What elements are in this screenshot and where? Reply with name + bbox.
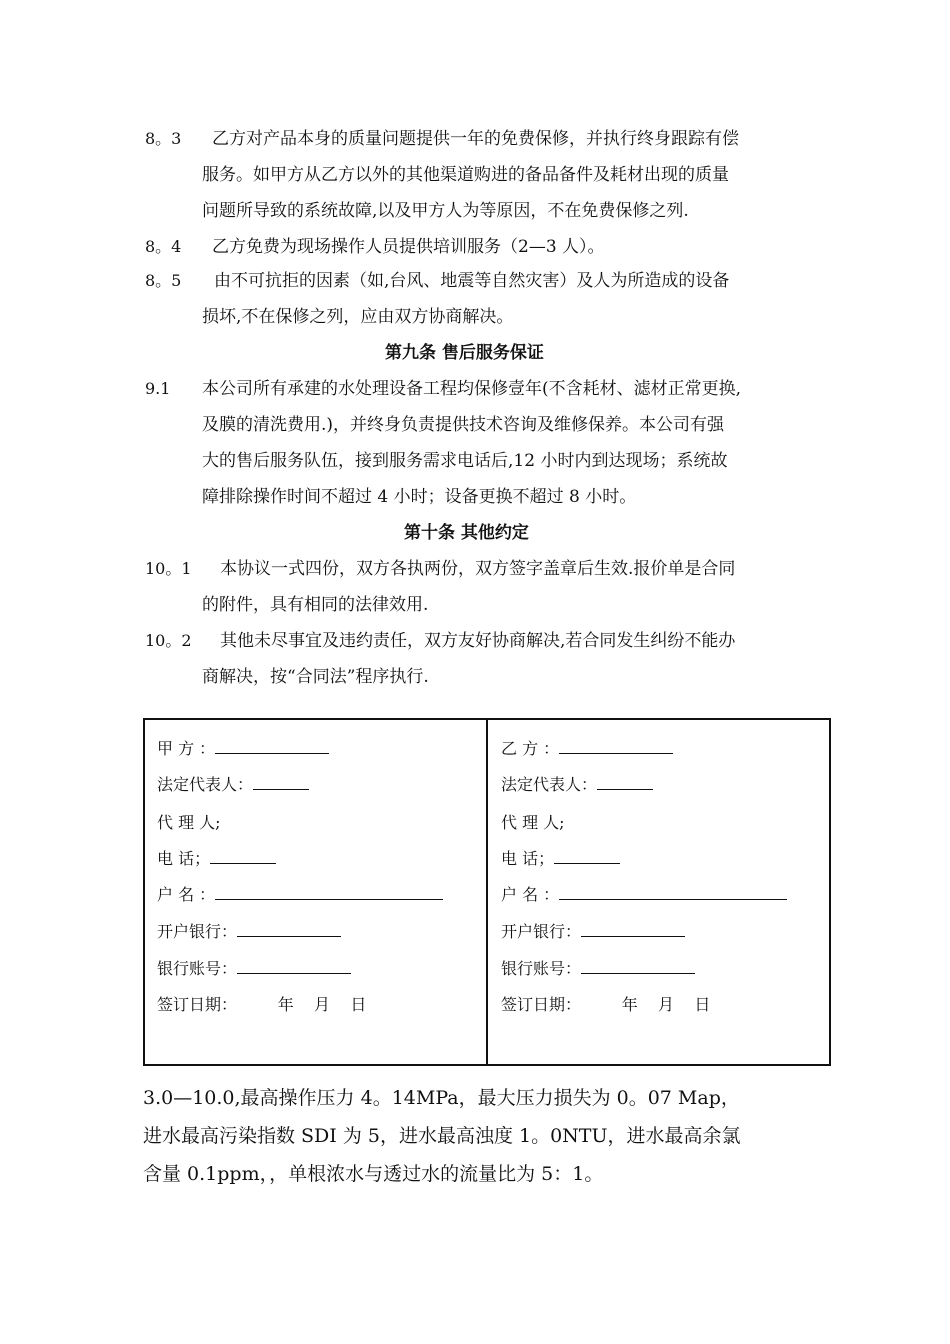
clause-9-1-line-1: 本公司所有承建的水处理设备工程均保修壹年(不含耗材、滤材正常更换, [202, 379, 742, 399]
overflow-line-3: 含量 0.1ppm，，单根浓水与透过水的流量比为 5：1。 [143, 1163, 604, 1185]
party-b-label: 乙 方 ： [501, 738, 673, 760]
party-a-date: 签订日期： 年 月 日 [157, 995, 367, 1014]
clause-10-2-line-2: 商解决，按“合同法”程序执行. [202, 667, 429, 687]
clause-8-5-number: 8。5 [145, 271, 182, 290]
article-9-heading: 第九条 售后服务保证 [385, 343, 544, 363]
party-b-blank[interactable] [559, 739, 673, 754]
party-a-account-no: 银行账号： [157, 958, 351, 980]
party-a-account-no-blank[interactable] [237, 959, 351, 974]
clause-8-3-line-2: 服务。如甲方从乙方以外的其他渠道购进的备品备件及耗材出现的质量 [202, 165, 729, 185]
party-b-bank: 开户银行： [501, 921, 685, 943]
signature-table-divider [486, 718, 488, 1066]
party-a-bank: 开户银行： [157, 921, 341, 943]
party-a-account-name: 户 名 ： [157, 884, 443, 906]
clause-8-4-line-1: 乙方免费为现场操作人员提供培训服务（2—3 人）。 [212, 237, 605, 257]
clause-9-1-line-2: 及膜的清洗费用.)，并终身负责提供技术咨询及维修保养。本公司有强 [202, 415, 725, 435]
clause-10-2-number: 10。2 [145, 631, 192, 650]
party-b-rep: 法定代表人： [501, 774, 653, 796]
party-a-blank[interactable] [215, 739, 329, 754]
party-a-phone-blank[interactable] [210, 849, 276, 864]
party-b-phone-blank[interactable] [554, 849, 620, 864]
party-a-rep-blank[interactable] [253, 775, 309, 790]
party-b-phone: 电 话； [501, 848, 620, 870]
party-b-bank-blank[interactable] [581, 922, 685, 937]
clause-8-4-number: 8。4 [145, 237, 182, 256]
clause-9-1-line-3: 大的售后服务队伍，接到服务需求电话后,12 小时内到达现场；系统故 [202, 451, 728, 471]
clause-8-3-line-1: 乙方对产品本身的质量问题提供一年的免费保修，并执行终身跟踪有偿 [212, 129, 739, 149]
party-b-account-no: 银行账号： [501, 958, 695, 980]
article-10-heading: 第十条 其他约定 [404, 523, 529, 543]
party-b-account-name: 户 名 ： [501, 884, 787, 906]
party-b-agent: 代 理 人; [501, 813, 565, 832]
clause-8-3-number: 8。3 [145, 129, 182, 148]
party-a-agent: 代 理 人; [157, 813, 221, 832]
clause-10-1-line-1: 本协议一式四份，双方各执两份，双方签字盖章后生效.报价单是合同 [220, 559, 736, 579]
clause-10-1-line-2: 的附件，具有相同的法律效用. [202, 595, 429, 615]
party-a-account-name-blank[interactable] [215, 885, 443, 900]
clause-8-5-line-1: 由不可抗拒的因素（如,台风、地震等自然灾害）及人为所造成的设备 [214, 271, 730, 291]
party-a-rep: 法定代表人： [157, 774, 309, 796]
clause-10-2-line-1: 其他未尽事宜及违约责任，双方友好协商解决,若合同发生纠纷不能办 [220, 631, 736, 651]
clause-9-1-number: 9.1 [145, 379, 171, 398]
party-b-rep-blank[interactable] [597, 775, 653, 790]
clause-9-1-line-4: 障排除操作时间不超过 4 小时；设备更换不超过 8 小时。 [202, 487, 637, 507]
party-b-account-name-blank[interactable] [559, 885, 787, 900]
party-a-label: 甲 方 ： [157, 738, 329, 760]
overflow-line-2: 进水最高污染指数 SDI 为 5，进水最高浊度 1。0NTU，进水最高余氯 [143, 1125, 741, 1147]
overflow-line-1: 3.0—10.0,最高操作压力 4。14MPa，最大压力损失为 0。07 Map， [143, 1087, 740, 1109]
clause-8-3-line-3: 问题所导致的系统故障,以及甲方人为等原因，不在免费保修之列. [202, 201, 689, 221]
clause-8-5-line-2: 损坏,不在保修之列，应由双方协商解决。 [202, 307, 514, 327]
party-a-bank-blank[interactable] [237, 922, 341, 937]
party-a-phone: 电 话； [157, 848, 276, 870]
party-b-date: 签订日期： 年 月 日 [501, 995, 711, 1014]
clause-10-1-number: 10。1 [145, 559, 192, 578]
party-b-account-no-blank[interactable] [581, 959, 695, 974]
